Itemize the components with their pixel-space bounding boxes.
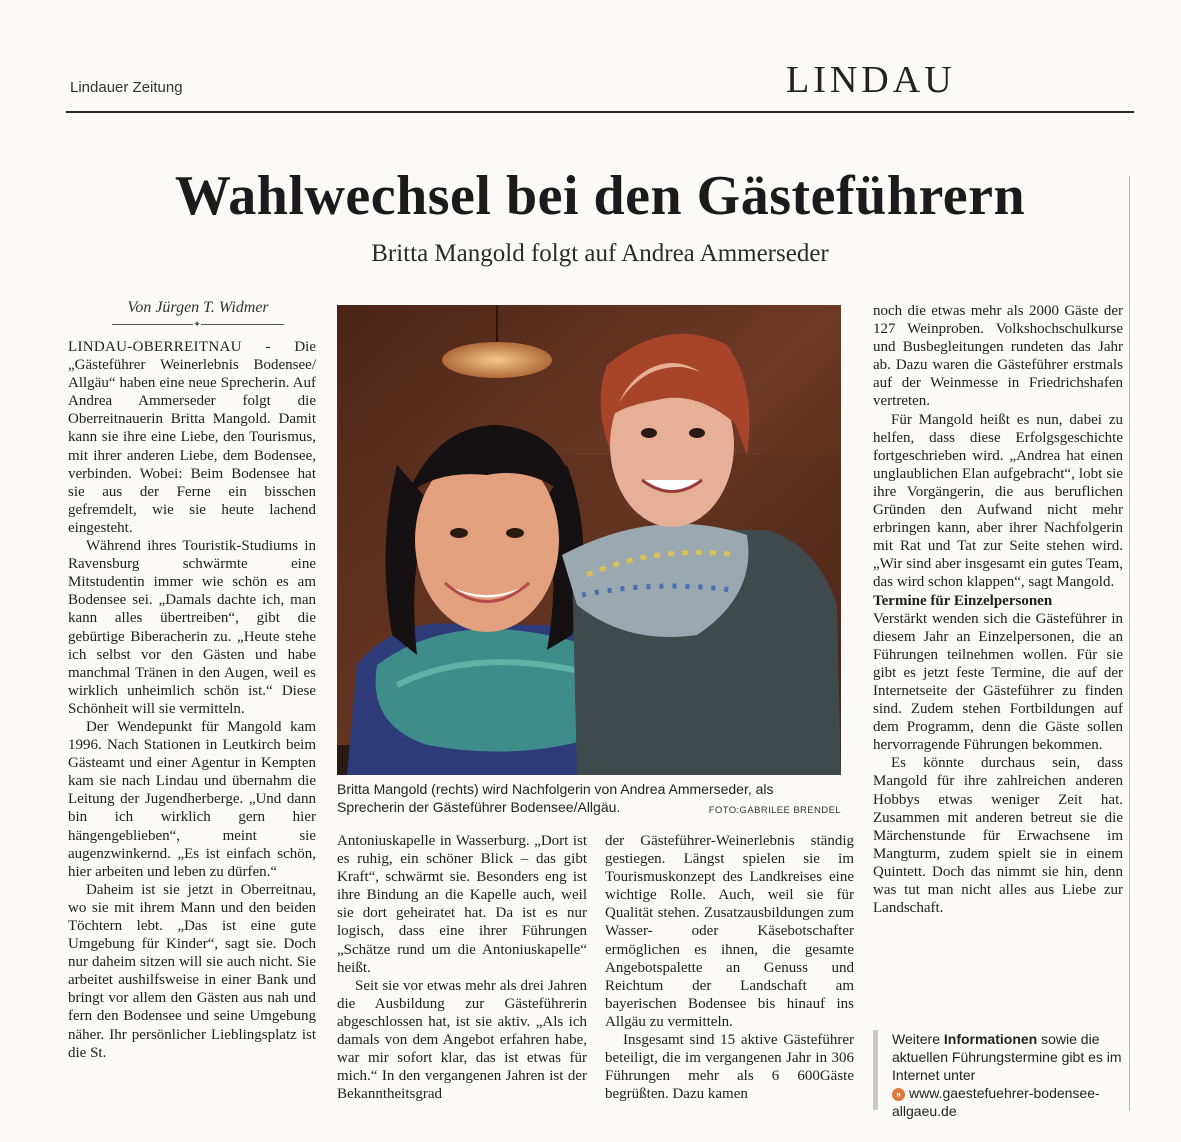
headline: Wahlwechsel bei den Gästeführern xyxy=(174,165,1026,227)
info-text-pre: Weitere xyxy=(892,1031,944,1047)
article-paragraph: Seit sie vor etwas mehr als drei Jahren die Ausbildung zur Gästeführerin abgeschlossen hat, ist sie aktiv. „Als ich damals von dem Angebot erfahren habe, war mir sofort klar, das ist etwas für mich.“ In den vergangenen Jahren ist der Bekanntheitsgrad xyxy=(337,977,587,1103)
article-column-2 xyxy=(337,832,587,1103)
article-paragraph: der Gästeführer-Weinerlebnis ständig gestiegen. Längst spielen sie im Tourismuskonzept des Landkreises eine wichtige Rolle. Auch, weil sie für Qualität stehen. Zusatzausbildungen zum Wasser- oder Käsebotschafter ermöglichen es ihnen, die gesamte Angebotspalette an Genuss und Reichtum der Landschaft am bayerischen Bodensee bis hinauf ins Allgäu zu vermitteln. xyxy=(605,833,854,1030)
link-arrow-icon: » xyxy=(892,1088,905,1101)
info-text-post: sowie die aktuellen Führungstermine gibt es im Internet unter xyxy=(892,1031,1122,1083)
dateline: LINDAU-OBERREITNAU xyxy=(68,339,242,355)
section-name: LINDAU xyxy=(786,59,956,101)
article-column-1 xyxy=(68,338,316,1062)
section-subhead: Termine für Einzelpersonen xyxy=(873,592,1053,609)
info-box xyxy=(873,1030,1123,1119)
article-column-4 xyxy=(873,302,1123,917)
info-url-link[interactable]: www.gaestefuehrer-bodensee-allgaeu.de xyxy=(892,1085,1100,1119)
subheadline: Britta Mangold folgt auf Andrea Ammerseder xyxy=(371,240,829,267)
article-paragraph xyxy=(68,338,316,537)
photo-caption xyxy=(337,780,841,820)
byline-ornament-icon: ✦ xyxy=(193,319,201,329)
info-text-bold: Informationen xyxy=(943,1031,1038,1047)
article-paragraph: Daheim ist sie jetzt in Oberreitnau, wo sie mit ihrem Mann und den beiden Töchtern lebt. „Das ist eine gute Umgebung für Kinder“, sagt sie. Doch nur daheim sitzen will sie auch nicht. Sie arbeitet aushilfsweise in einer Bank und bringt vor allem den Gästen aus nah und fern den Bodensee und seine Umgebung näher. Ihr persönlicher Lieblingsplatz ist die St. xyxy=(68,881,316,1061)
article-paragraph: Antoniuskapelle in Wasserburg. „Dort ist es ruhig, ein schöner Blick – das gibt Kraft“, schwärmt sie. Besonders eng ist ihre Bindung an die Kapelle auch, weil sie dort geheiratet hat. Da ist es nur logisch, dass eine ihrer Führungen „Schätze rund um die Antoniuskapelle“ heißt. xyxy=(337,833,587,976)
photo-credit: FOTO:GABRILEE BRENDEL xyxy=(708,805,841,816)
article-paragraph: Insgesamt sind 15 aktive Gästeführer beteiligt, die im vergangenen Jahr in 306 Führungen mehr als 6 600Gäste begrüßten. Dazu kamen xyxy=(605,1032,854,1103)
article-paragraph: Während ihres Touristik-Studiums in Ravensburg schwärmte eine Mitstudentin immer wie schön es am Bodensee sei. „Damals dachte ich, man kann alles übertreiben“, gibt die gebürtige Biberacherin zu. „Heute stehe ich selbst vor den Gästen und habe manchmal Tränen in den Augen, weil es wirklich unheimlich schön ist.“ Diese Schönheit will sie vermitteln. xyxy=(68,538,316,717)
paper-name: Lindauer Zeitung xyxy=(70,79,183,96)
article-paragraph: Es könnte durchaus sein, dass Mangold für ihre zahlreichen anderen Hobbys etwas weniger Zeit hat. Zusammen mit anderen betreut sie die Märchenstunde für Erwachsene im Mangturm, zudem spielt sie in einem Quintett. Doch das nimmt sie hin, denn was tut man nicht alles aus Liebe zur Landschaft. xyxy=(873,755,1123,917)
caption-text: Britta Mangold (rechts) wird Nachfolgerin von Andrea Ammerseder, als Sprecherin der Gästeführer Bodensee/Allgäu. xyxy=(337,781,774,815)
article-column-3 xyxy=(605,832,854,1103)
article-paragraph: Verstärkt wenden sich die Gästeführer in diesem Jahr an Einzelpersonen, die an Führungen teilnehmen wollen. Für sie gibt es jetzt feste Termine, die auf der Internetseite der Gästeführer zu finden sind. Zudem stehen Fortbildungen auf dem Programm, denn die Gäste sollen hervorragende Führungen bekommen. xyxy=(873,610,1123,754)
article-paragraph: Für Mangold heißt es nun, dabei zu helfen, dass diese Erfolgsgeschichte fortgeschrieben wird. „Andrea hat einen unglaublichen Elan aufgebracht“, lobt sie ihre Vorgängerin, die aus beruflichen Gründen den Aufwand nicht mehr erbringen kann, aber ihrer Nachfolgerin mit Rat und Tat zur Seite stehen wird. „Wir sind aber insgesamt ein gutes Team, das wird schon klappen“, sagt Mangold. xyxy=(873,411,1123,591)
article-paragraph: Der Wendepunkt für Mangold kam 1996. Nach Stationen in Leutkirch beim Gästeamt und einer Agentur in Kempten kam sie nach Lindau und übernahm die Leitung der Jugendherberge. „Und dann bin ich wirklich gern hier hängengeblieben“, meint sie augenzwinkernd. „Es ist einfach schön, hier arbeiten und leben zu dürfen.“ xyxy=(68,718,316,880)
article-photo xyxy=(337,305,841,775)
right-rule xyxy=(1129,176,1130,1111)
paragraph-text: - Die „Gästeführer Weinerlebnis Bodensee/ Allgäu“ haben eine neue Sprecherin. Auf Andrea Ammerseder folgt die Oberreitnauerin Britta Mangold. Damit kann sie ihre eine Liebe, den Tourismus, mit ihrer anderen Liebe, dem Bodensee, verbinden. Wobei: Beim Bodensee hat sie aus der Ferne ein bisschen gefremdelt, wie sie heute lachend eingesteht. xyxy=(68,339,316,536)
article-paragraph: noch die etwas mehr als 2000 Gäste der 127 Weinproben. Volkshochschulkurse und Busbegleitungen rundeten das Jahr ab. Dazu waren die Gästeführer erstmals auf der Weinmesse in Friedrichshafen vertreten. xyxy=(873,303,1123,410)
portrait-illustration xyxy=(337,305,841,775)
byline: Von Jürgen T. Widmer xyxy=(127,299,269,316)
top-rule xyxy=(66,111,1134,113)
